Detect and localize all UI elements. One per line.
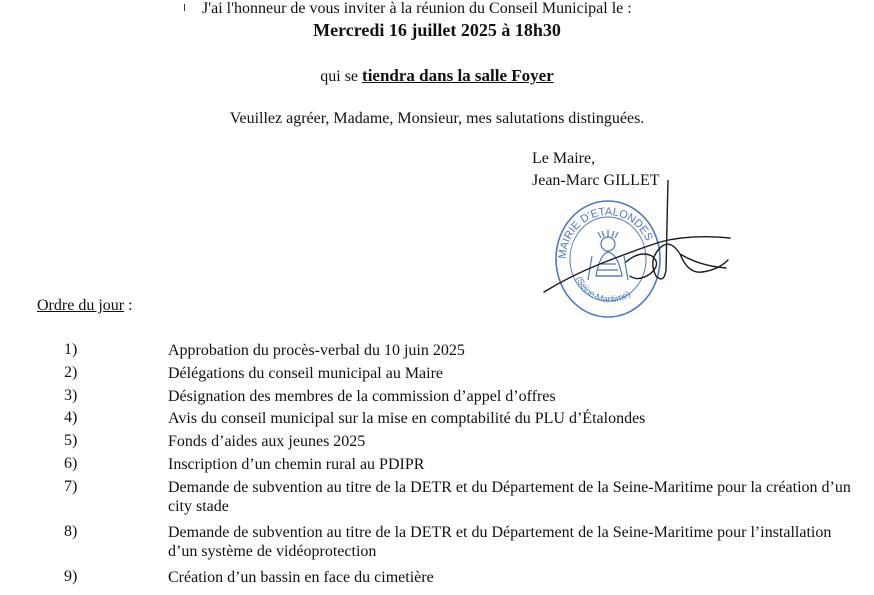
agenda-item-text: Délégations du conseil municipal au Maire (168, 365, 444, 382)
signatory-name: Jean-Marc GILLET (532, 172, 660, 189)
agenda-item-text: Avis du conseil municipal sur la mise en comptabilité du PLU d’Étalondes (168, 410, 646, 427)
agenda-heading-colon: : (124, 297, 133, 314)
agenda-heading-label: Ordre du jour (37, 297, 125, 314)
margin-mark (184, 4, 185, 11)
meeting-date: Mercredi 16 juillet 2025 à 18h30 (313, 20, 561, 40)
agenda-item-number: 7) (64, 478, 78, 495)
signatory-title: Le Maire, (532, 150, 596, 167)
agenda-item-number: 5) (64, 432, 78, 449)
agenda-heading (37, 297, 133, 315)
agenda-item-number: 8) (64, 523, 78, 540)
agenda-item-number: 9) (64, 568, 78, 585)
agenda-item-text: Approbation du procès-verbal du 10 juin 2025 (168, 342, 465, 359)
location-room: tiendra dans la salle Foyer (362, 66, 554, 85)
stamp-text-bottom: (Seine-Maritime) (574, 275, 633, 305)
agenda-item-text: Demande de subvention au titre de la DETR et du Département de la Seine-Maritime pour l’installation d’un système de vidéoprotection (168, 524, 832, 560)
agenda-item-number: 2) (64, 364, 78, 381)
agenda-item-text: Demande de subvention au titre de la DETR et du Département de la Seine-Maritime pour la création d’un city stade (168, 479, 851, 515)
location-prefix: qui se (320, 68, 363, 85)
stamp-text-top: MAIRIE D'ETALONDES (556, 205, 655, 260)
mayor-signature (530, 180, 740, 310)
agenda-item-number: 6) (64, 455, 78, 472)
agenda-item-number: 4) (64, 409, 78, 426)
agenda-item-number: 3) (64, 387, 78, 404)
invitation-text: J'ai l'honneur de vous inviter à la réunion du Conseil Municipal le : (202, 0, 632, 17)
meeting-location (0, 66, 874, 86)
salutation: Veuillez agréer, Madame, Monsieur, mes salutations distinguées. (229, 110, 645, 127)
agenda-item-text: Fonds d’aides aux jeunes 2025 (168, 433, 366, 450)
agenda-item-text: Inscription d’un chemin rural au PDIPR (168, 456, 425, 473)
agenda-item-text: Désignation des membres de la commission d’appel d’offres (168, 388, 556, 405)
agenda-item-text: Création d’un bassin en face du cimetière (168, 569, 434, 586)
agenda-item-number: 1) (64, 341, 78, 358)
